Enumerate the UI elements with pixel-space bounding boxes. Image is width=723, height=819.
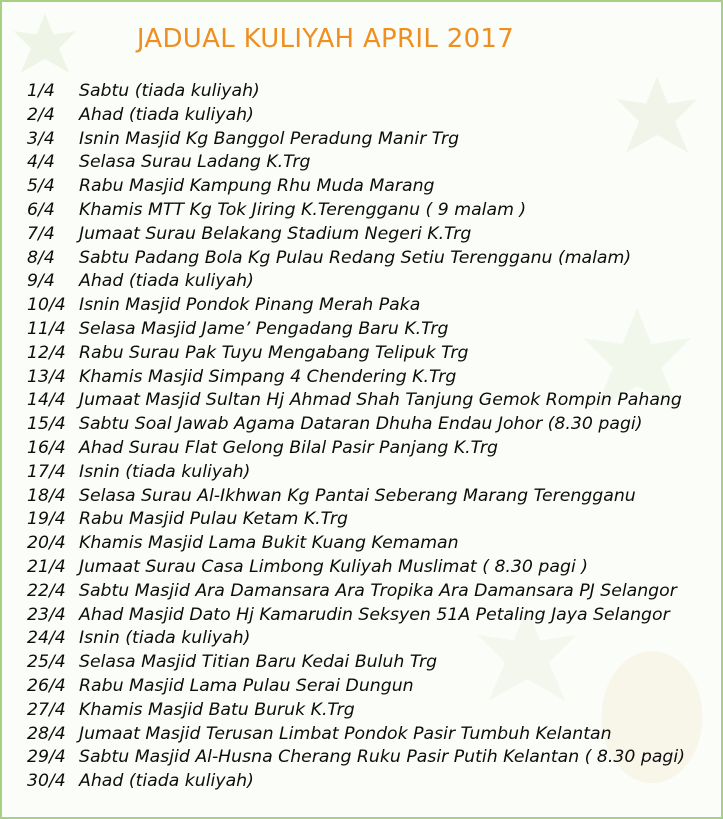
schedule-description: Sabtu Masjid Al-Husna Cherang Ruku Pasir Putih Kelantan ( 8.30 pagi) (79, 747, 685, 768)
schedule-description: Rabu Masjid Lama Pulau Serai Dungun (79, 675, 414, 696)
schedule-description: Rabu Surau Pak Tuyu Mengabang Telipuk Trg (79, 342, 469, 363)
schedule-description: Rabu Masjid Kampung Rhu Muda Marang (79, 176, 435, 197)
schedule-date: 25/4 (27, 652, 66, 673)
schedule-row (27, 318, 685, 342)
schedule-description: Ahad Masjid Dato Hj Kamarudin Seksyen 51A Petaling Jaya Selangor (79, 604, 670, 625)
schedule-description: Khamis Masjid Lama Bukit Kuang Kemaman (79, 533, 459, 554)
schedule-description: Ahad (tiada kuliyah) (79, 771, 254, 792)
schedule-row (27, 532, 685, 556)
schedule-date: 27/4 (27, 699, 66, 720)
schedule-date: 1/4 (27, 81, 55, 101)
schedule-row (27, 389, 685, 413)
schedule-row (27, 270, 685, 294)
schedule-row (27, 223, 685, 247)
schedule-date: 22/4 (27, 580, 66, 601)
schedule-row (27, 508, 685, 532)
schedule-date: 15/4 (27, 414, 66, 435)
schedule-description: Jumaat Surau Belakang Stadium Negeri K.Trg (79, 223, 472, 244)
schedule-row (27, 151, 685, 175)
schedule-list (27, 80, 685, 794)
schedule-date: 11/4 (27, 318, 66, 339)
schedule-date: 29/4 (27, 747, 66, 768)
schedule-row (27, 175, 685, 199)
schedule-row (27, 199, 685, 223)
schedule-date: 16/4 (27, 437, 66, 458)
page-title: JADUAL KULIYAH APRIL 2017 (136, 24, 515, 54)
schedule-row (27, 604, 685, 628)
schedule-description: Selasa Masjid Jame’ Pengadang Baru K.Trg (79, 318, 449, 339)
schedule-row (27, 461, 685, 485)
schedule-description: Rabu Masjid Pulau Ketam K.Trg (79, 509, 348, 530)
schedule-description: Khamis Masjid Simpang 4 Chendering K.Trg (79, 366, 457, 387)
schedule-description: Selasa Surau Ladang K.Trg (79, 152, 311, 173)
schedule-description: Khamis MTT Kg Tok Jiring K.Terengganu ( 9 malam ) (79, 199, 527, 220)
schedule-description: Sabtu Masjid Ara Damansara Ara Tropika Ara Damansara PJ Selangor (79, 580, 677, 601)
schedule-description: Selasa Surau Al-Ikhwan Kg Pantai Seberang Marang Terengganu (79, 485, 636, 506)
schedule-row (27, 128, 685, 152)
schedule-date: 12/4 (27, 342, 66, 363)
schedule-date: 21/4 (27, 556, 66, 577)
schedule-date: 26/4 (27, 675, 66, 696)
schedule-row (27, 485, 685, 509)
schedule-description: Selasa Masjid Titian Baru Kedai Buluh Trg (79, 652, 438, 673)
schedule-date: 14/4 (27, 390, 66, 411)
schedule-date: 28/4 (27, 723, 66, 744)
schedule-description: Isnin Masjid Kg Banggol Peradung Manir Trg (79, 128, 460, 149)
schedule-date: 23/4 (27, 604, 66, 625)
schedule-row (27, 104, 685, 128)
schedule-description: Ahad (tiada kuliyah) (79, 104, 254, 125)
schedule-row (27, 627, 685, 651)
schedule-description: Sabtu Padang Bola Kg Pulau Redang Setiu Terengganu (malam) (79, 247, 632, 268)
schedule-row (27, 675, 685, 699)
schedule-description: Jumaat Surau Casa Limbong Kuliyah Muslimat ( 8.30 pagi ) (79, 556, 588, 577)
schedule-date: 10/4 (27, 295, 66, 316)
schedule-date: 8/4 (27, 247, 55, 268)
schedule-description: Sabtu (tiada kuliyah) (79, 81, 260, 101)
schedule-row (27, 580, 685, 604)
schedule-row (27, 556, 685, 580)
schedule-date: 18/4 (27, 485, 66, 506)
schedule-row (27, 342, 685, 366)
schedule-description: Khamis Masjid Batu Buruk K.Trg (79, 699, 355, 720)
schedule-row (27, 651, 685, 675)
schedule-description: Isnin (tiada kuliyah) (79, 628, 251, 649)
schedule-row (27, 699, 685, 723)
schedule-date: 7/4 (27, 223, 55, 244)
schedule-description: Isnin (tiada kuliyah) (79, 461, 251, 482)
schedule-description: Jumaat Masjid Sultan Hj Ahmad Shah Tanjung Gemok Rompin Pahang (79, 390, 682, 411)
schedule-date: 4/4 (27, 152, 55, 173)
schedule-date: 9/4 (27, 271, 55, 292)
schedule-date: 30/4 (27, 771, 66, 792)
schedule-date: 2/4 (27, 104, 55, 125)
schedule-row (27, 437, 685, 461)
schedule-date: 13/4 (27, 366, 66, 387)
schedule-row (27, 413, 685, 437)
schedule-date: 17/4 (27, 461, 66, 482)
schedule-description: Isnin Masjid Pondok Pinang Merah Paka (79, 295, 421, 316)
schedule-row (27, 80, 685, 104)
schedule-date: 20/4 (27, 533, 66, 554)
schedule-date: 24/4 (27, 628, 66, 649)
schedule-row (27, 294, 685, 318)
schedule-row (27, 746, 685, 770)
schedule-date: 5/4 (27, 176, 55, 197)
schedule-date: 19/4 (27, 509, 66, 530)
schedule-description: Sabtu Soal Jawab Agama Dataran Dhuha Endau Johor (8.30 pagi) (79, 414, 643, 435)
schedule-description: Ahad (tiada kuliyah) (79, 271, 254, 292)
schedule-description: Ahad Surau Flat Gelong Bilal Pasir Panjang K.Trg (79, 437, 498, 458)
schedule-row (27, 247, 685, 271)
schedule-row (27, 770, 685, 794)
schedule-row (27, 366, 685, 390)
schedule-description: Jumaat Masjid Terusan Limbat Pondok Pasir Tumbuh Kelantan (79, 723, 612, 744)
schedule-row (27, 723, 685, 747)
schedule-date: 6/4 (27, 199, 55, 220)
schedule-date: 3/4 (27, 128, 55, 149)
